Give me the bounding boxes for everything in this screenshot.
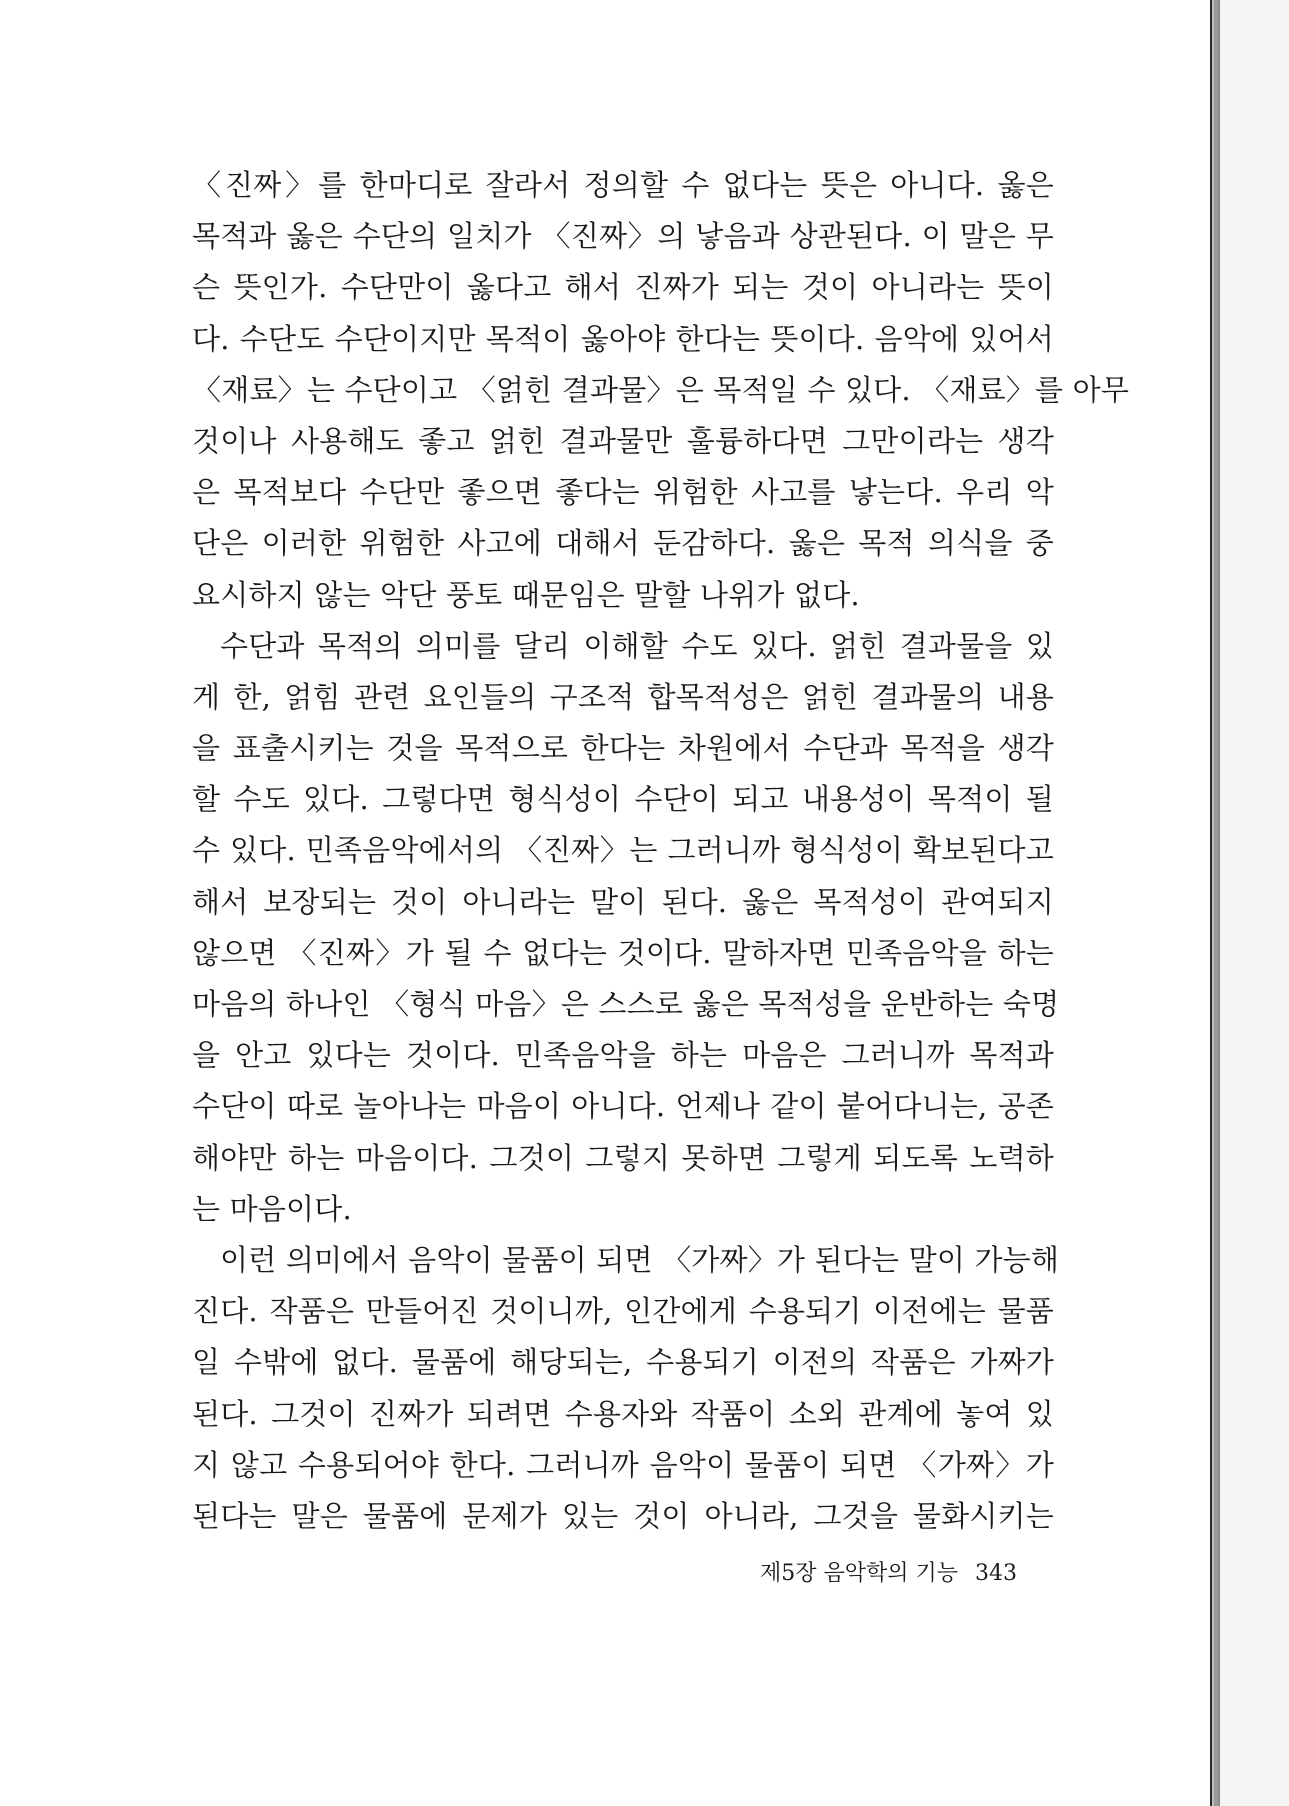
text-line: 수 있다. 민족음악에서의 〈진짜〉는 그러니까 형식성이 확보된다고: [192, 833, 1054, 868]
text-line: 마음의 하나인 〈형식 마음〉은 스스로 옳은 목적성을 운반하는 숙명: [192, 987, 1060, 1021]
text-line: 할 수도 있다. 그렇다면 형식성이 수단이 되고 내용성이 목적이 될: [192, 782, 1054, 817]
text-line: 요시하지 않는 악단 풍토 때문임은 말할 나위가 없다.: [192, 577, 860, 612]
text-line: 을 표출시키는 것을 목적으로 한다는 차원에서 수단과 목적을 생각: [192, 731, 1054, 766]
text-line: 수단이 따로 놀아나는 마음이 아니다. 언제나 같이 붙어다니는, 공존: [192, 1089, 1054, 1124]
text-line: 다. 수단도 수단이지만 목적이 옳아야 한다는 뜻이다. 음악에 있어서: [192, 321, 1054, 356]
text-line: 수단과 목적의 의미를 달리 이해할 수도 있다. 얽힌 결과물을 있: [220, 628, 1054, 663]
text-line: 단은 이러한 위험한 사고에 대해서 둔감하다. 옳은 목적 의식을 중: [192, 526, 1054, 561]
text-line: 〈진짜〉를 한마디로 잘라서 정의할 수 없다는 뜻은 아니다. 옳은: [192, 168, 1054, 202]
text-line: 는 마음이다.: [192, 1191, 352, 1226]
text-line: 일 수밖에 없다. 물품에 해당되는, 수용되기 이전의 작품은 가짜가: [192, 1345, 1054, 1380]
text-line: 〈재료〉는 수단이고 〈얽힌 결과물〉은 목적일 수 있다. 〈재료〉를 아무: [192, 372, 1130, 407]
text-line: 슨 뜻인가. 수단만이 옳다고 해서 진짜가 되는 것이 아니라는 뜻이: [192, 270, 1054, 305]
body-text: [192, 160, 1130, 1542]
text-line: 지 않고 수용되어야 한다. 그러니까 음악이 물품이 되면 〈가짜〉가: [192, 1447, 1054, 1482]
running-footer: [760, 1556, 1060, 1592]
text-line: 은 목적보다 수단만 좋으면 좋다는 위험한 사고를 낳는다. 우리 악: [192, 475, 1054, 510]
text-line: 이런 의미에서 음악이 물품이 되면 〈가짜〉가 된다는 말이 가능해: [220, 1242, 1060, 1277]
text-line: 을 안고 있다는 것이다. 민족음악을 하는 마음은 그러니까 목적과: [192, 1038, 1054, 1073]
page-number: 343: [975, 1561, 1017, 1586]
text-line: 않으면 〈진짜〉가 될 수 없다는 것이다. 말하자면 민족음악을 하는: [192, 935, 1054, 970]
text-line: 것이나 사용해도 좋고 얽힌 결과물만 훌륭하다면 그만이라는 생각: [192, 423, 1054, 458]
text-line: 해서 보장되는 것이 아니라는 말이 된다. 옳은 목적성이 관여되지: [192, 884, 1054, 919]
text-line: 된다는 말은 물품에 문제가 있는 것이 아니라, 그것을 물화시키는: [192, 1498, 1054, 1533]
text-line: 진다. 작품은 만들어진 것이니까, 인간에게 수용되기 이전에는 물품: [192, 1294, 1054, 1329]
chapter-title: 제5장 음악학의 기능: [760, 1561, 958, 1586]
text-line: 목적과 옳은 수단의 일치가 〈진짜〉의 낳음과 상관된다. 이 말은 무: [192, 219, 1054, 254]
text-line: 게 한, 얽힘 관련 요인들의 구조적 합목적성은 얽힌 결과물의 내용: [192, 679, 1054, 714]
text-line: 된다. 그것이 진짜가 되려면 수용자와 작품이 소외 관계에 놓여 있: [192, 1396, 1054, 1431]
text-line: 해야만 하는 마음이다. 그것이 그렇지 못하면 그렇게 되도록 노력하: [192, 1140, 1054, 1175]
page-edge-shadow: [1214, 0, 1218, 1806]
